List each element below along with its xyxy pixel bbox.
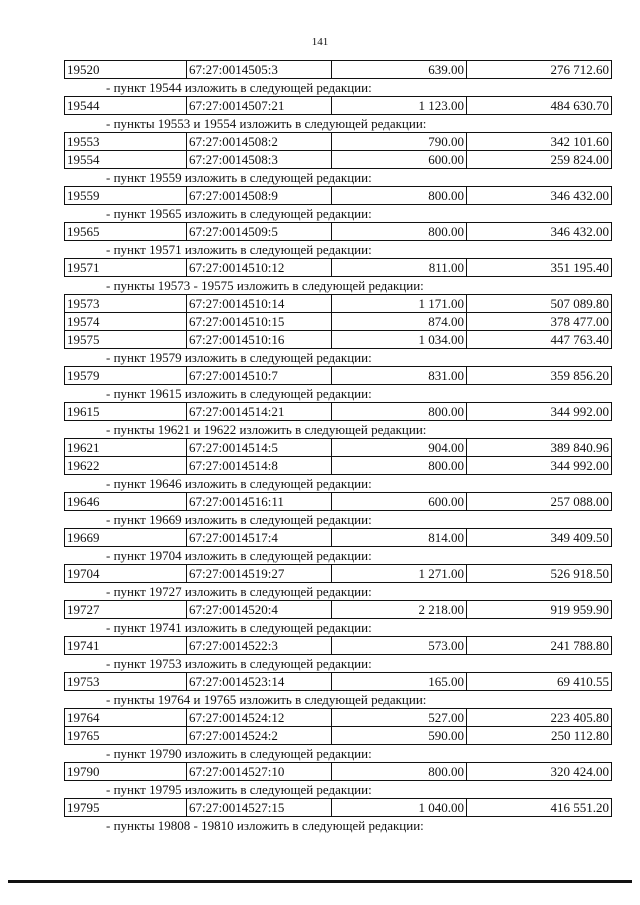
page-number: 141 xyxy=(311,36,329,48)
amendment-instruction: - пункт 19615 изложить в следующей редакции: xyxy=(106,386,372,401)
cadastral-value-cell: 507 089.80 xyxy=(467,295,612,313)
amendment-table xyxy=(64,258,612,277)
area-cell: 800.00 xyxy=(332,403,467,421)
amendment-table xyxy=(64,528,612,547)
amendment-table xyxy=(64,492,612,511)
cadastral-value-cell: 526 918.50 xyxy=(467,565,612,583)
amendment-table xyxy=(64,60,612,79)
area-cell: 639.00 xyxy=(332,61,467,79)
table-row xyxy=(65,727,612,745)
table-row xyxy=(65,709,612,727)
cadastral-value-cell: 351 195.40 xyxy=(467,259,612,277)
cadastral-number-cell: 67:27:0014516:11 xyxy=(187,493,332,511)
cadastral-value-cell: 359 856.20 xyxy=(467,367,612,385)
amendment-table xyxy=(64,708,612,745)
table-row xyxy=(65,529,612,547)
item-number-cell: 19790 xyxy=(65,763,187,781)
amendment-instruction: - пункт 19579 изложить в следующей редакции: xyxy=(106,350,372,365)
amendment-table xyxy=(64,294,612,349)
amendment-instruction: - пункт 19669 изложить в следующей редакции: xyxy=(106,512,372,527)
amendment-table xyxy=(64,402,612,421)
amendment-instruction: - пункт 19741 изложить в следующей редакции: xyxy=(106,620,372,635)
cadastral-number-cell: 67:27:0014523:14 xyxy=(187,673,332,691)
area-cell: 800.00 xyxy=(332,457,467,475)
item-number-cell: 19764 xyxy=(65,709,187,727)
table-row xyxy=(65,763,612,781)
page-bottom-rule xyxy=(8,880,632,883)
cadastral-value-cell: 250 112.80 xyxy=(467,727,612,745)
table-row xyxy=(65,637,612,655)
cadastral-number-cell: 67:27:0014524:12 xyxy=(187,709,332,727)
cadastral-number-cell: 67:27:0014517:4 xyxy=(187,529,332,547)
amendment-instruction: - пункт 19753 изложить в следующей редакции: xyxy=(106,656,372,671)
cadastral-value-cell: 346 432.00 xyxy=(467,187,612,205)
amendment-instruction: - пункт 19704 изложить в следующей редакции: xyxy=(106,548,372,563)
cadastral-value-cell: 416 551.20 xyxy=(467,799,612,817)
item-number-cell: 19621 xyxy=(65,439,187,457)
area-cell: 811.00 xyxy=(332,259,467,277)
area-cell: 1 123.00 xyxy=(332,97,467,115)
area-cell: 1 171.00 xyxy=(332,295,467,313)
table-row xyxy=(65,439,612,457)
table-row xyxy=(65,331,612,349)
area-cell: 1 271.00 xyxy=(332,565,467,583)
area-cell: 904.00 xyxy=(332,439,467,457)
cadastral-value-cell: 344 992.00 xyxy=(467,403,612,421)
amendment-instruction: - пункты 19573 - 19575 изложить в следующей редакции: xyxy=(106,278,424,293)
amendment-table xyxy=(64,132,612,169)
cadastral-number-cell: 67:27:0014505:3 xyxy=(187,61,332,79)
amendment-instruction: - пункт 19565 изложить в следующей редакции: xyxy=(106,206,372,221)
cadastral-number-cell: 67:27:0014527:15 xyxy=(187,799,332,817)
amendment-table xyxy=(64,798,612,817)
item-number-cell: 19741 xyxy=(65,637,187,655)
amendment-table xyxy=(64,564,612,583)
cadastral-value-cell: 447 763.40 xyxy=(467,331,612,349)
area-cell: 800.00 xyxy=(332,763,467,781)
cadastral-value-cell: 241 788.80 xyxy=(467,637,612,655)
table-row xyxy=(65,151,612,169)
amendment-table xyxy=(64,222,612,241)
amendment-instruction: - пункт 19544 изложить в следующей редакции: xyxy=(106,80,372,95)
amendment-table xyxy=(64,186,612,205)
item-number-cell: 19579 xyxy=(65,367,187,385)
table-row xyxy=(65,493,612,511)
table-row xyxy=(65,259,612,277)
item-number-cell: 19573 xyxy=(65,295,187,313)
item-number-cell: 19669 xyxy=(65,529,187,547)
cadastral-value-cell: 342 101.60 xyxy=(467,133,612,151)
amendment-instruction: - пункт 19795 изложить в следующей редакции: xyxy=(106,782,372,797)
area-cell: 590.00 xyxy=(332,727,467,745)
amendment-table xyxy=(64,96,612,115)
cadastral-number-cell: 67:27:0014507:21 xyxy=(187,97,332,115)
cadastral-number-cell: 67:27:0014514:8 xyxy=(187,457,332,475)
cadastral-value-cell: 389 840.96 xyxy=(467,439,612,457)
area-cell: 1 034.00 xyxy=(332,331,467,349)
cadastral-value-cell: 320 424.00 xyxy=(467,763,612,781)
amendment-instruction: - пункт 19646 изложить в следующей редакции: xyxy=(106,476,372,491)
cadastral-number-cell: 67:27:0014527:10 xyxy=(187,763,332,781)
table-row xyxy=(65,133,612,151)
item-number-cell: 19765 xyxy=(65,727,187,745)
area-cell: 800.00 xyxy=(332,223,467,241)
cadastral-number-cell: 67:27:0014522:3 xyxy=(187,637,332,655)
area-cell: 814.00 xyxy=(332,529,467,547)
table-row xyxy=(65,457,612,475)
amendment-table xyxy=(64,672,612,691)
item-number-cell: 19727 xyxy=(65,601,187,619)
amendment-instruction: - пункты 19808 - 19810 изложить в следующей редакции: xyxy=(106,818,424,833)
item-number-cell: 19520 xyxy=(65,61,187,79)
cadastral-value-cell: 378 477.00 xyxy=(467,313,612,331)
cadastral-value-cell: 259 824.00 xyxy=(467,151,612,169)
amendment-instruction: - пункт 19571 изложить в следующей редакции: xyxy=(106,242,372,257)
cadastral-number-cell: 67:27:0014508:3 xyxy=(187,151,332,169)
cadastral-number-cell: 67:27:0014520:4 xyxy=(187,601,332,619)
cadastral-number-cell: 67:27:0014510:12 xyxy=(187,259,332,277)
table-row xyxy=(65,565,612,583)
area-cell: 573.00 xyxy=(332,637,467,655)
cadastral-number-cell: 67:27:0014508:2 xyxy=(187,133,332,151)
cadastral-value-cell: 346 432.00 xyxy=(467,223,612,241)
amendment-instruction: - пункты 19621 и 19622 изложить в следующей редакции: xyxy=(106,422,427,437)
table-row xyxy=(65,223,612,241)
item-number-cell: 19575 xyxy=(65,331,187,349)
cadastral-number-cell: 67:27:0014524:2 xyxy=(187,727,332,745)
cadastral-number-cell: 67:27:0014514:21 xyxy=(187,403,332,421)
cadastral-number-cell: 67:27:0014514:5 xyxy=(187,439,332,457)
area-cell: 831.00 xyxy=(332,367,467,385)
amendment-instruction: - пункт 19790 изложить в следующей редакции: xyxy=(106,746,372,761)
cadastral-number-cell: 67:27:0014508:9 xyxy=(187,187,332,205)
amendment-instruction: - пункты 19764 и 19765 изложить в следующей редакции: xyxy=(106,692,427,707)
table-row xyxy=(65,403,612,421)
item-number-cell: 19795 xyxy=(65,799,187,817)
table-row xyxy=(65,313,612,331)
amendment-table xyxy=(64,636,612,655)
cadastral-value-cell: 257 088.00 xyxy=(467,493,612,511)
area-cell: 600.00 xyxy=(332,493,467,511)
table-row xyxy=(65,97,612,115)
amendment-instruction: - пункты 19553 и 19554 изложить в следующей редакции: xyxy=(106,116,427,131)
amendment-table xyxy=(64,762,612,781)
item-number-cell: 19646 xyxy=(65,493,187,511)
table-row xyxy=(65,799,612,817)
area-cell: 790.00 xyxy=(332,133,467,151)
cadastral-value-cell: 276 712.60 xyxy=(467,61,612,79)
cadastral-value-cell: 349 409.50 xyxy=(467,529,612,547)
area-cell: 800.00 xyxy=(332,187,467,205)
item-number-cell: 19553 xyxy=(65,133,187,151)
cadastral-number-cell: 67:27:0014510:16 xyxy=(187,331,332,349)
item-number-cell: 19544 xyxy=(65,97,187,115)
area-cell: 600.00 xyxy=(332,151,467,169)
cadastral-number-cell: 67:27:0014510:15 xyxy=(187,313,332,331)
table-row xyxy=(65,673,612,691)
cadastral-value-cell: 223 405.80 xyxy=(467,709,612,727)
area-cell: 527.00 xyxy=(332,709,467,727)
item-number-cell: 19753 xyxy=(65,673,187,691)
amendment-table xyxy=(64,438,612,475)
item-number-cell: 19554 xyxy=(65,151,187,169)
amendment-table xyxy=(64,600,612,619)
table-row xyxy=(65,295,612,313)
cadastral-value-cell: 344 992.00 xyxy=(467,457,612,475)
cadastral-value-cell: 919 959.90 xyxy=(467,601,612,619)
amendment-instruction: - пункт 19727 изложить в следующей редакции: xyxy=(106,584,372,599)
amendment-table xyxy=(64,366,612,385)
table-row xyxy=(65,187,612,205)
area-cell: 1 040.00 xyxy=(332,799,467,817)
area-cell: 874.00 xyxy=(332,313,467,331)
item-number-cell: 19574 xyxy=(65,313,187,331)
area-cell: 2 218.00 xyxy=(332,601,467,619)
table-row xyxy=(65,601,612,619)
amendment-instruction: - пункт 19559 изложить в следующей редакции: xyxy=(106,170,372,185)
cadastral-number-cell: 67:27:0014519:27 xyxy=(187,565,332,583)
item-number-cell: 19571 xyxy=(65,259,187,277)
cadastral-number-cell: 67:27:0014509:5 xyxy=(187,223,332,241)
table-row xyxy=(65,61,612,79)
cadastral-value-cell: 484 630.70 xyxy=(467,97,612,115)
item-number-cell: 19559 xyxy=(65,187,187,205)
cadastral-number-cell: 67:27:0014510:7 xyxy=(187,367,332,385)
cadastral-value-cell: 69 410.55 xyxy=(467,673,612,691)
table-row xyxy=(65,367,612,385)
area-cell: 165.00 xyxy=(332,673,467,691)
item-number-cell: 19565 xyxy=(65,223,187,241)
item-number-cell: 19704 xyxy=(65,565,187,583)
cadastral-number-cell: 67:27:0014510:14 xyxy=(187,295,332,313)
document-body xyxy=(64,60,612,834)
item-number-cell: 19615 xyxy=(65,403,187,421)
item-number-cell: 19622 xyxy=(65,457,187,475)
